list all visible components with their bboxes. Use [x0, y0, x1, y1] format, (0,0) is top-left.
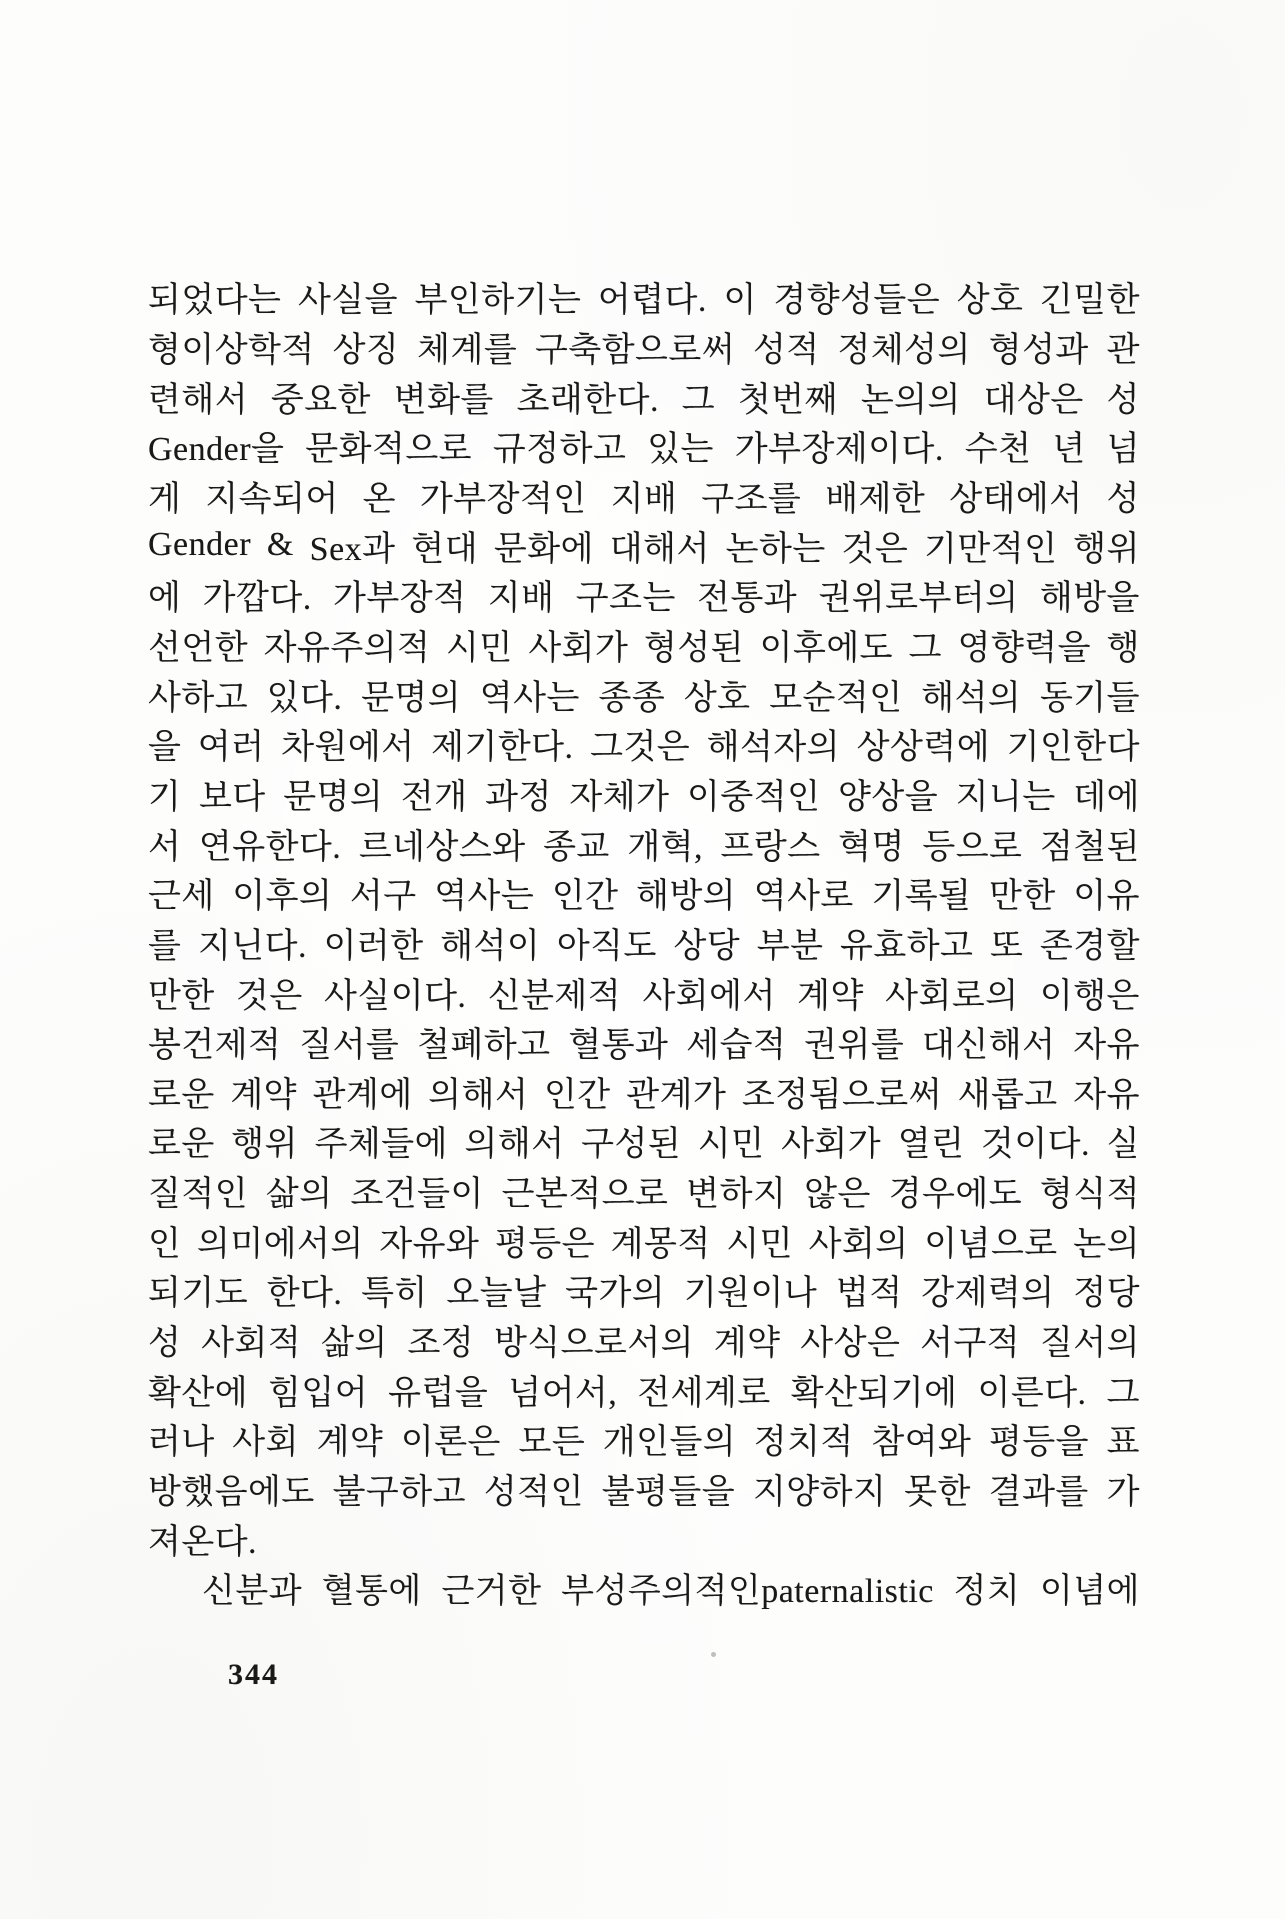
text-line: 방했음에도 불구하고 성적인 불평들을 지양하지 못한 결과를 가 — [148, 1474, 1140, 1512]
text-line: 성 사회적 삶의 조정 방식으로서의 계약 사상은 서구적 질서의 — [148, 1325, 1140, 1363]
text-line: Gender을 문화적으로 규정하고 있는 가부장제이다. 수천 년 넘 — [148, 431, 1140, 469]
text-line: 형이상학적 상징 체계를 구축함으로써 성적 정체성의 형성과 관 — [148, 331, 1140, 369]
text-line: 확산에 힘입어 유럽을 넘어서, 전세계로 확산되기에 이른다. 그 — [148, 1374, 1140, 1412]
text-line: 게 지속되어 온 가부장적인 지배 구조를 배제한 상태에서 성 — [148, 480, 1140, 518]
text-line: 되었다는 사실을 부인하기는 어렵다. 이 경향성들은 상호 긴밀한 — [148, 282, 1140, 320]
text-line: 로운 계약 관계에 의해서 인간 관계가 조정됨으로써 새롭고 자유 — [148, 1076, 1140, 1114]
text-line: 러나 사회 계약 이론은 모든 개인들의 정치적 참여와 평등을 표 — [148, 1424, 1140, 1462]
text-line: 인 의미에서의 자유와 평등은 계몽적 시민 사회의 이념으로 논의 — [148, 1225, 1140, 1263]
text-line: 서 연유한다. 르네상스와 종교 개혁, 프랑스 혁명 등으로 점철된 — [148, 828, 1140, 866]
text-line: 되기도 한다. 특히 오늘날 국가의 기원이나 법적 강제력의 정당 — [148, 1275, 1140, 1313]
body-text — [148, 272, 1140, 1613]
text-line: 기 보다 문명의 전개 과정 자체가 이중적인 양상을 지니는 데에 — [148, 778, 1140, 816]
text-line: 련해서 중요한 변화를 초래한다. 그 첫번째 논의의 대상은 성 — [148, 381, 1140, 419]
text-line: 봉건제적 질서를 철폐하고 혈통과 세습적 권위를 대신해서 자유 — [148, 1027, 1140, 1065]
text-line: 사하고 있다. 문명의 역사는 종종 상호 모순적인 해석의 동기들 — [148, 679, 1140, 717]
text-line: 을 여러 차원에서 제기한다. 그것은 해석자의 상상력에 기인한다 — [148, 729, 1140, 767]
text-line: Gender & Sex과 현대 문화에 대해서 논하는 것은 기만적인 행위 — [148, 526, 1140, 568]
page-number: 344 — [228, 1658, 279, 1691]
text-line-paragraph-start: 신분과 혈통에 근거한 부성주의적인paternalistic 정치 이념에 — [202, 1573, 1140, 1611]
text-line: 로운 행위 주체들에 의해서 구성된 시민 사회가 열린 것이다. 실 — [148, 1126, 1140, 1164]
text-line-paragraph-end: 져온다. — [148, 1523, 258, 1561]
text-line: 에 가깝다. 가부장적 지배 구조는 전통과 권위로부터의 해방을 — [148, 580, 1140, 618]
text-line: 만한 것은 사실이다. 신분제적 사회에서 계약 사회로의 이행은 — [148, 977, 1140, 1015]
scan-speck — [711, 1652, 716, 1657]
text-line: 를 지닌다. 이러한 해석이 아직도 상당 부분 유효하고 또 존경할 — [148, 927, 1140, 965]
text-line: 근세 이후의 서구 역사는 인간 해방의 역사로 기록될 만한 이유 — [148, 878, 1140, 916]
text-line: 질적인 삶의 조건들이 근본적으로 변하지 않은 경우에도 형식적 — [148, 1176, 1140, 1214]
text-line: 선언한 자유주의적 시민 사회가 형성된 이후에도 그 영향력을 행 — [148, 629, 1140, 667]
